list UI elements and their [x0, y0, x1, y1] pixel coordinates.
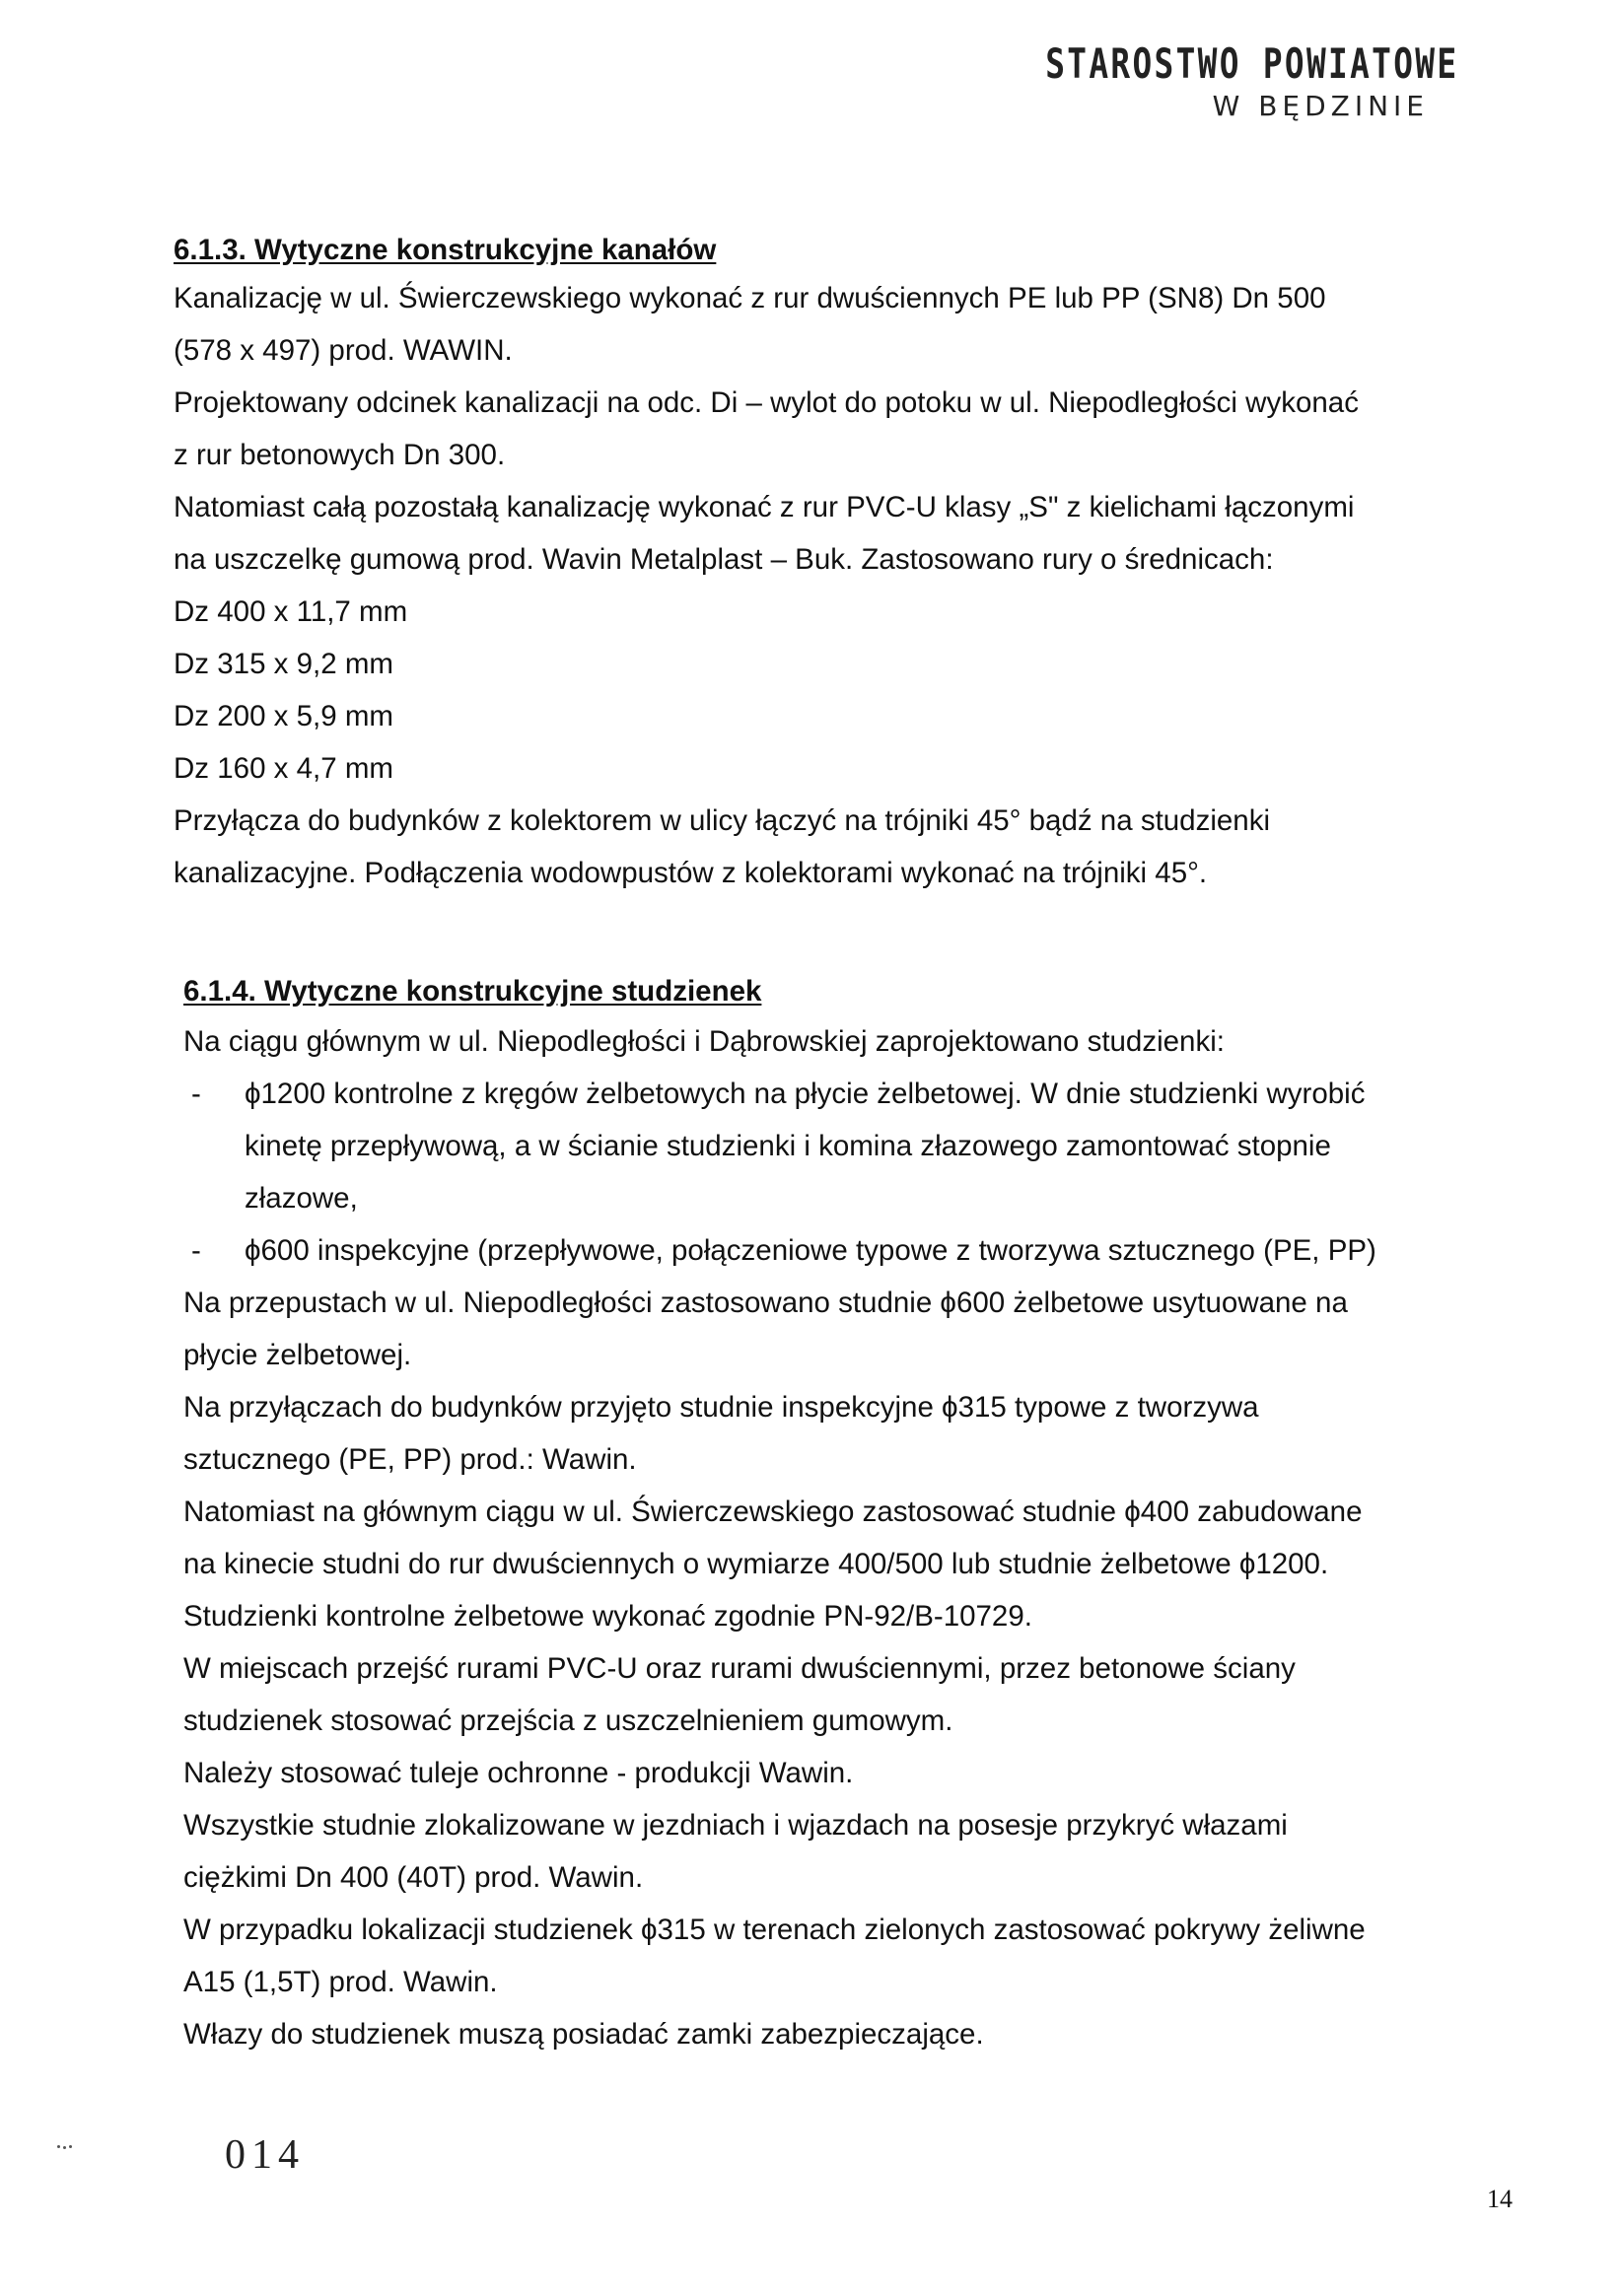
- text-line: Na przepustach w ul. Niepodległości zastosowano studnie ϕ600 żelbetowe usytuowane na: [183, 1287, 1348, 1319]
- text-line: płycie żelbetowej.: [183, 1339, 412, 1371]
- bullet-continuation: [183, 1120, 1455, 1172]
- text-line: Projektowany odcinek kanalizacji na odc. Di – wylot do potoku w ul. Niepodległości wykonać: [174, 386, 1359, 419]
- bullet-continuation: [183, 1172, 1455, 1224]
- bullet-text: ϕ1200 kontrolne z kręgów żelbetowych na płycie żelbetowej. W dnie studzienki wyrobić: [245, 1078, 1366, 1110]
- text-line: Dz 160 x 4,7 mm: [174, 752, 393, 785]
- scan-specks: [57, 2145, 73, 2149]
- text-line: Włazy do studzienek muszą posiadać zamki zabezpieczające.: [183, 2018, 984, 2051]
- text-line: Natomiast na głównym ciągu w ul. Świerczewskiego zastosować studnie ϕ400 zabudowane: [183, 1496, 1363, 1528]
- text-line: kanalizacyjne. Podłączenia wodowpustów z kolektorami wykonać na trójniki 45°.: [174, 857, 1208, 889]
- text-line: Kanalizację w ul. Świerczewskiego wykonać z rur dwuściennych PE lub PP (SN8) Dn 500: [174, 282, 1326, 314]
- office-stamp: [929, 39, 1458, 122]
- text-line: sztucznego (PE, PP) prod.: Wawin.: [183, 1443, 637, 1476]
- text-line: ciężkimi Dn 400 (40T) prod. Wawin.: [183, 1861, 644, 1894]
- text-line: studzienek stosować przejścia z uszczelnieniem gumowym.: [183, 1705, 953, 1737]
- text-line: Dz 400 x 11,7 mm: [174, 595, 408, 628]
- text-line: Przyłącza do budynków z kolektorem w ulicy łączyć na trójniki 45° bądź na studzienki: [174, 804, 1270, 837]
- bullet-dash: -: [191, 1234, 201, 1267]
- text-line: Należy stosować tuleje ochronne - produkcji Wawin.: [183, 1757, 854, 1789]
- text-line: Na przyłączach do budynków przyjęto studnie inspekcyjne ϕ315 typowe z tworzywa: [183, 1391, 1259, 1424]
- text-line: Dz 200 x 5,9 mm: [174, 700, 393, 732]
- section-gap: [174, 899, 1455, 968]
- bullet-text: ϕ600 inspekcyjne (przepływowe, połączeniowe typowe z tworzywa sztucznego (PE, PP): [245, 1234, 1376, 1267]
- bullet-dash: -: [191, 1078, 201, 1110]
- bullet-text: złazowe,: [245, 1182, 358, 1215]
- text-line: W miejscach przejść rurami PVC-U oraz rurami dwuściennymi, przez betonowe ściany: [183, 1652, 1296, 1685]
- section-heading-studzienki: 6.1.4. Wytyczne konstrukcyjne studzienek: [183, 975, 762, 1008]
- bullet-item: [183, 1224, 1455, 1277]
- stamp-line-1: STAROSTWO POWIATOWE: [1044, 39, 1458, 88]
- text-line: Studzienki kontrolne żelbetowe wykonać zgodnie PN-92/B-10729.: [183, 1600, 1032, 1633]
- stamp-line-2: W BĘDZINIE: [1212, 90, 1429, 122]
- text-line: (578 x 497) prod. WAWIN.: [174, 334, 513, 367]
- stamp-number: 014: [225, 2132, 305, 2178]
- text-line: Dz 315 x 9,2 mm: [174, 648, 393, 680]
- section-kanaly: [174, 229, 1455, 899]
- document-body: [174, 229, 1455, 2060]
- text-line: W przypadku lokalizacji studzienek ϕ315 w terenach zielonych zastosować pokrywy żeliwne: [183, 1913, 1366, 1946]
- section-heading-kanaly: 6.1.3. Wytyczne konstrukcyjne kanałów: [174, 234, 717, 266]
- section-studzienki: [183, 968, 1455, 2060]
- text-line: na uszczelkę gumową prod. Wavin Metalplast – Buk. Zastosowano rury o średnicach:: [174, 543, 1274, 576]
- text-line: A15 (1,5T) prod. Wawin.: [183, 1966, 498, 1998]
- page-number: 14: [1487, 2185, 1513, 2213]
- bullet-item: [183, 1068, 1455, 1120]
- text-line: z rur betonowych Dn 300.: [174, 439, 506, 471]
- text-line: Na ciągu głównym w ul. Niepodległości i Dąbrowskiej zaprojektowano studzienki:: [183, 1025, 1225, 1058]
- bullet-text: kinetę przepływową, a w ścianie studzienki i komina złazowego zamontować stopnie: [245, 1130, 1331, 1162]
- text-line: na kinecie studni do rur dwuściennych o wymiarze 400/500 lub studnie żelbetowe ϕ1200.: [183, 1548, 1329, 1580]
- text-line: Natomiast całą pozostałą kanalizację wykonać z rur PVC-U klasy „S" z kielichami łączonymi: [174, 491, 1355, 523]
- text-line: Wszystkie studnie zlokalizowane w jezdniach i wjazdach na posesje przykryć włazami: [183, 1809, 1288, 1842]
